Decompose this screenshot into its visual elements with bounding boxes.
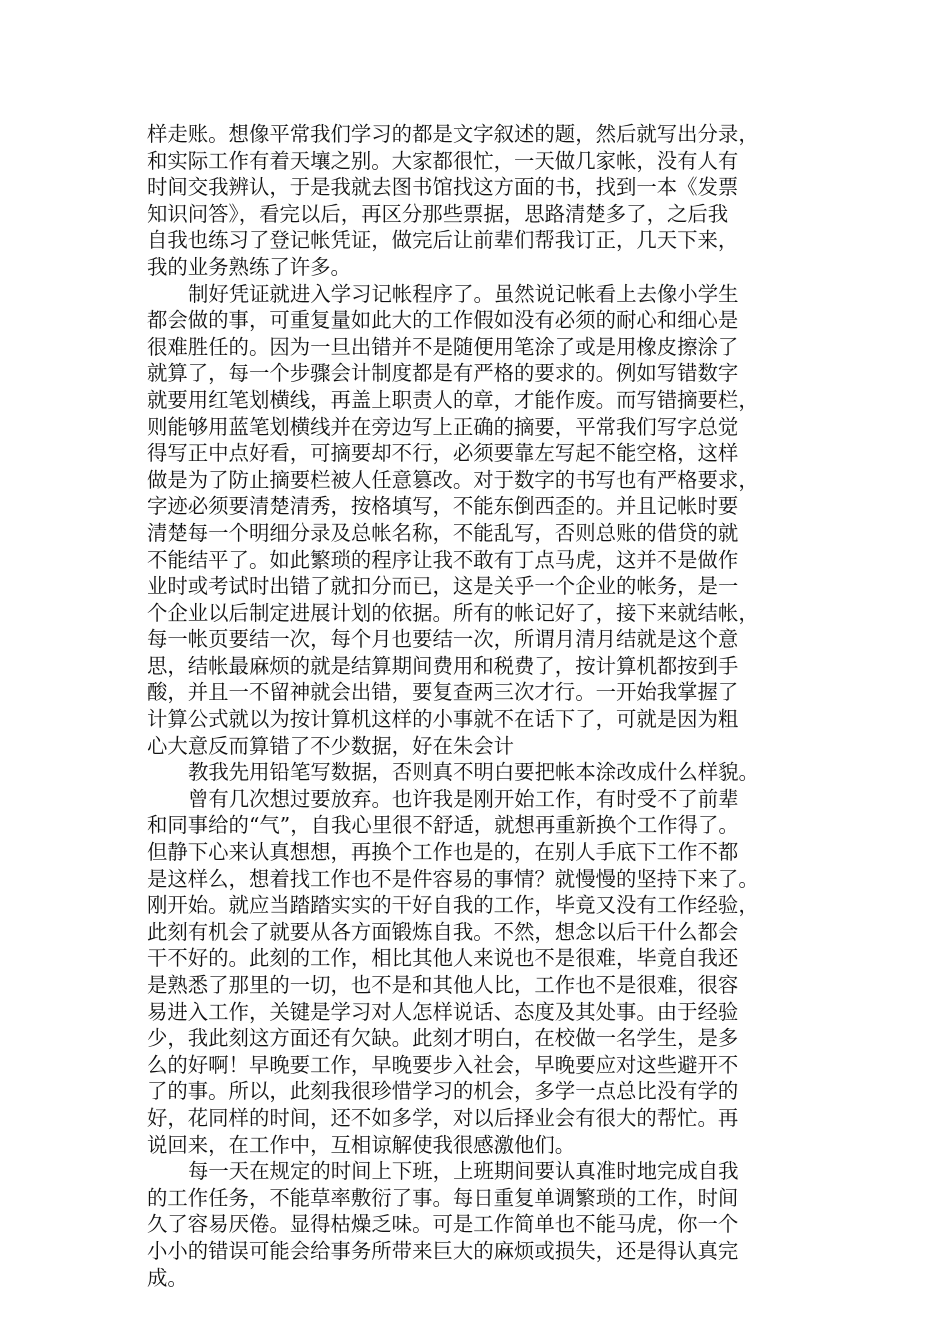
text-line: 说回来，在工作中，互相谅解使我很感激他们。 [147,1132,576,1157]
text-line: 易进入工作，关键是学习对人怎样说话、态度及其处事。由于经验 [147,999,739,1024]
text-line: 干不好的。此刻的工作，相比其他人来说也不是很难，毕竟自我还 [147,946,739,971]
text-line: 酸，并且一不留神就会出错，要复查两三次才行。一开始我掌握了 [147,680,739,705]
text-line: 不能结平了。如此繁琐的程序让我不敢有丁点马虎，这并不是做作 [147,547,739,572]
text-line: 此刻有机会了就要从各方面锻炼自我。不然，想念以后干什么都会 [147,919,739,944]
text-line: 时间交我辨认，于是我就去图书馆找这方面的书，找到一本《发票 [147,175,739,200]
text-line: 自我也练习了登记帐凭证，做完后让前辈们帮我订正，几天下来， [147,228,739,253]
text-line: 和实际工作有着天壤之别。大家都很忙，一天做几家帐，没有人有 [147,148,739,173]
text-line: 都会做的事，可重复量如此大的工作假如没有必须的耐心和细心是 [147,308,739,333]
text-line: 了的事。所以，此刻我很珍惜学习的机会，多学一点总比没有学的 [147,1079,739,1104]
text-line: 心大意反而算错了不少数据，好在朱会计 [147,733,515,758]
text-line: 和同事给的“气”，自我心里很不舒适，就想再重新换个工作得了。 [147,813,739,838]
text-line: 久了容易厌倦。显得枯燥乏味。可是工作简单也不能马虎，你一个 [147,1212,739,1237]
text-line: 业时或考试时出错了就扣分而已，这是关乎一个企业的帐务，是一 [147,574,739,599]
text-line: 清楚每一个明细分录及总帐名称，不能乱写，否则总账的借贷的就 [147,520,739,545]
text-line: 做是为了防止摘要栏被人任意篡改。对于数字的书写也有严格要求， [147,467,759,492]
text-line: 么的好啊！早晚要工作，早晚要步入社会，早晚要应对这些避开不 [147,1052,739,1077]
text-line: 是熟悉了那里的一切，也不是和其他人比，工作也不是很难，很容 [147,973,739,997]
text-line: 小小的错误可能会给事务所带来巨大的麻烦或损失，还是得认真完 [147,1238,739,1263]
text-line: 字迹必须要清楚清秀，按格填写，不能东倒西歪的。并且记帐时要 [147,494,739,519]
text-line: 少，我此刻这方面还有欠缺。此刻才明白，在校做一名学生，是多 [147,1026,739,1051]
text-line: 成。 [147,1265,188,1290]
paragraph-first-line: 教我先用铅笔写数据，否则真不明白要把帐本涂改成什么样貌。 [188,760,759,785]
text-line: 就要用红笔划横线，再盖上职责人的章，才能作废。而写错摘要栏， [147,387,759,412]
paragraph-first-line: 曾有几次想过要放弃。也许我是刚开始工作，有时受不了前辈 [188,786,739,811]
text-line: 知识问答》，看完以后，再区分那些票据，思路清楚多了，之后我 [147,201,729,226]
text-line: 我的业务熟练了许多。 [147,254,351,279]
text-line: 是这样么，想着找工作也不是件容易的事情？就慢慢的坚持下来了。 [147,866,759,891]
paragraph-first-line: 制好凭证就进入学习记帐程序了。虽然说记帐看上去像小学生 [188,281,739,306]
text-line: 好，花同样的时间，还不如多学，对以后择业会有很大的帮忙。再 [147,1105,739,1130]
text-line: 但静下心来认真想想，再换个工作也是的，在别人手底下工作不都 [147,840,739,865]
text-line: 就算了，每一个步骤会计制度都是有严格的要求的。例如写错数字 [147,361,739,386]
text-line: 每一帐页要结一次，每个月也要结一次，所谓月清月结就是这个意 [147,627,739,652]
text-line: 样走账。想像平常我们学习的都是文字叙述的题，然后就写出分录， [147,122,759,146]
text-line: 刚开始。就应当踏踏实实的干好自我的工作，毕竟又没有工作经验， [147,893,759,918]
paragraph-first-line: 每一天在规定的时间上下班，上班期间要认真准时地完成自我 [188,1159,739,1184]
text-line: 很难胜任的。因为一旦出错并不是随便用笔涂了或是用橡皮擦涂了 [147,334,739,359]
text-line: 计算公式就以为按计算机这样的小事就不在话下了，可就是因为粗 [147,707,739,732]
document-body [147,121,815,1291]
text-line: 得写正中点好看，可摘要却不行，必须要靠左写起不能空格，这样 [147,441,739,466]
text-line: 的工作任务，不能草率敷衍了事。每日重复单调繁琐的工作，时间 [147,1185,739,1210]
text-line: 思，结帐最麻烦的就是结算期间费用和税费了，按计算机都按到手 [147,653,739,678]
text-line: 则能够用蓝笔划横线并在旁边写上正确的摘要，平常我们写字总觉 [147,414,739,439]
text-line: 个企业以后制定进展计划的依据。所有的帐记好了，接下来就结帐， [147,600,759,625]
